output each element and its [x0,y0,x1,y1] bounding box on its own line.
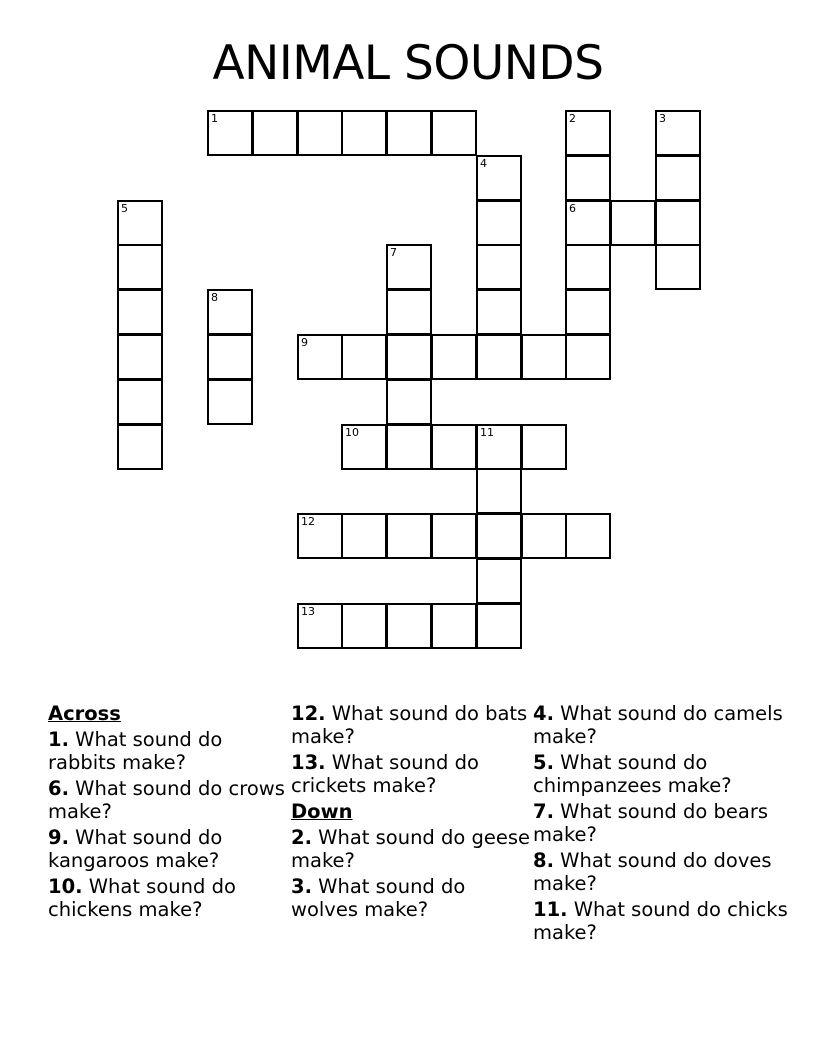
cell-number: 7 [390,246,397,259]
clue-number: 8. [533,849,554,872]
grid-cell[interactable] [386,379,432,425]
clue-number: 1. [48,728,69,751]
grid-cell[interactable] [476,603,522,649]
grid-cell[interactable] [655,110,701,156]
grid-cell[interactable] [476,200,522,246]
cell-number: 5 [121,202,128,215]
cell-number: 12 [301,515,315,528]
grid-cell[interactable] [476,424,522,470]
grid-cell[interactable] [655,244,701,290]
grid-cell[interactable] [117,424,163,470]
clue-text: What sound do chickens make? [48,875,236,921]
grid-cell[interactable] [476,244,522,290]
clue-text: What sound do wolves make? [291,875,466,921]
cell-number: 9 [301,336,308,349]
clue-number: 4. [533,702,554,725]
grid-cell[interactable] [207,334,253,380]
grid-cell[interactable] [117,289,163,335]
grid-cell[interactable] [476,558,522,604]
grid-cell[interactable] [565,513,611,559]
down-heading: Down [291,800,353,823]
clue-text: What sound do chicks make? [533,898,788,944]
grid-cell[interactable] [476,513,522,559]
clue-text: What sound do crickets make? [291,751,479,797]
grid-cell[interactable] [476,155,522,201]
clue-down-8 [533,849,793,895]
grid-cell[interactable] [252,110,298,156]
grid-cell[interactable] [341,334,387,380]
grid-cell[interactable] [117,334,163,380]
clue-down-2 [291,826,531,872]
grid-cell[interactable] [341,110,387,156]
grid-cell[interactable] [297,513,343,559]
grid-cell[interactable] [297,603,343,649]
clue-number: 7. [533,800,554,823]
clue-number: 10. [48,875,83,898]
grid-cell[interactable] [117,379,163,425]
clue-number: 5. [533,751,554,774]
grid-cell[interactable] [207,289,253,335]
clue-text: What sound do bears make? [533,800,769,846]
clue-number: 9. [48,826,69,849]
grid-cell[interactable] [431,513,477,559]
clue-number: 11. [533,898,568,921]
grid-cell[interactable] [297,334,343,380]
grid-cell[interactable] [521,334,567,380]
grid-cell[interactable] [655,200,701,246]
cell-number: 10 [345,426,359,439]
grid-cell[interactable] [476,289,522,335]
grid-cell[interactable] [297,110,343,156]
grid-cell[interactable] [386,110,432,156]
grid-cell[interactable] [341,513,387,559]
clue-text: What sound do crows make? [48,777,285,823]
clue-across-9 [48,826,288,872]
grid-cell[interactable] [386,289,432,335]
grid-cell[interactable] [476,468,522,514]
cell-number: 2 [569,112,576,125]
grid-cell[interactable] [431,603,477,649]
grid-cell[interactable] [117,200,163,246]
grid-cell[interactable] [431,424,477,470]
grid-cell[interactable] [341,424,387,470]
grid-cell[interactable] [565,244,611,290]
cell-number: 1 [211,112,218,125]
clue-number: 6. [48,777,69,800]
clue-number: 13. [291,751,326,774]
cell-number: 13 [301,605,315,618]
cell-number: 11 [480,426,494,439]
grid-cell[interactable] [476,334,522,380]
grid-cell[interactable] [565,334,611,380]
clue-down-11 [533,898,793,944]
clue-column-1 [48,702,288,924]
clue-number: 3. [291,875,312,898]
clue-number: 12. [291,702,326,725]
grid-cell[interactable] [610,200,656,246]
grid-cell[interactable] [565,110,611,156]
clue-text: What sound do doves make? [533,849,772,895]
grid-cell[interactable] [386,244,432,290]
clue-down-3 [291,875,531,921]
grid-cell[interactable] [117,244,163,290]
grid-cell[interactable] [207,379,253,425]
clue-across-13 [291,751,531,797]
clue-column-3 [533,702,793,947]
clue-across-1 [48,728,288,774]
clue-down-7 [533,800,793,846]
cell-number: 3 [659,112,666,125]
clue-text: What sound do bats make? [291,702,528,748]
clue-text: What sound do rabbits make? [48,728,223,774]
clue-text: What sound do geese make? [291,826,531,872]
grid-cell[interactable] [386,334,432,380]
grid-cell[interactable] [207,110,253,156]
grid-cell[interactable] [521,424,567,470]
clue-text: What sound do camels make? [533,702,783,748]
grid-cell[interactable] [431,334,477,380]
clue-text: What sound do chimpanzees make? [533,751,732,797]
grid-cell[interactable] [565,200,611,246]
cell-number: 8 [211,291,218,304]
page-title: ANIMAL SOUNDS [212,36,604,91]
clue-down-5 [533,751,793,797]
grid-cell[interactable] [655,155,701,201]
grid-cell[interactable] [565,155,611,201]
across-heading: Across [48,702,121,725]
cell-number: 6 [569,202,576,215]
clue-across-10 [48,875,288,921]
clue-down-4 [533,702,793,748]
cell-number: 4 [480,157,487,170]
clue-across-12 [291,702,531,748]
grid-cell[interactable] [521,513,567,559]
grid-cell[interactable] [431,110,477,156]
grid-cell[interactable] [386,513,432,559]
grid-cell[interactable] [386,603,432,649]
grid-cell[interactable] [565,289,611,335]
clue-text: What sound do kangaroos make? [48,826,223,872]
clue-number: 2. [291,826,312,849]
grid-cell[interactable] [341,603,387,649]
clue-across-6 [48,777,288,823]
clue-column-2 [291,702,531,924]
grid-cell[interactable] [386,424,432,470]
